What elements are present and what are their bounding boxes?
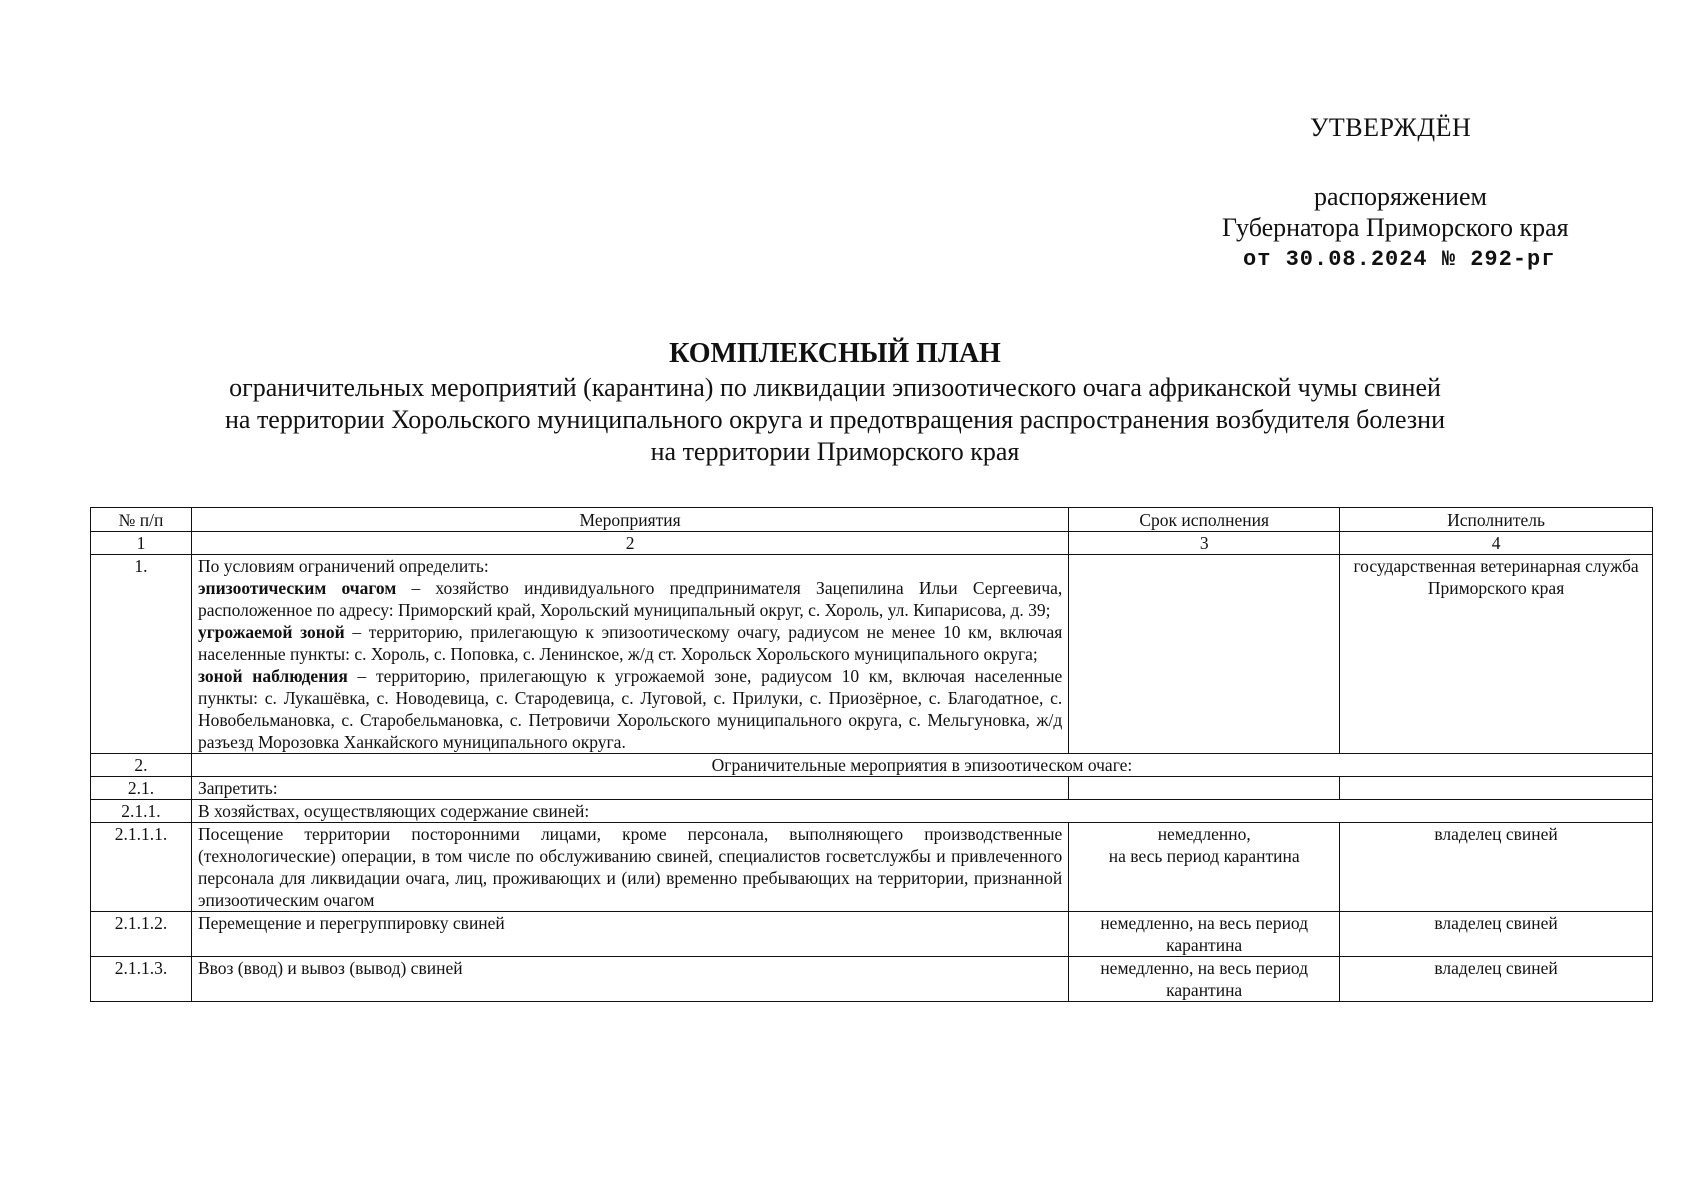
- row-number: 2.1.: [91, 777, 192, 800]
- measure-term-threatened-zone: угрожаемой зоной – территорию, прилегающую к эпизоотическому очагу, радиусом не менее 10 км, включая населенные пункты: с. Хороль, с. Поповка, с. Ленинское, ж/д ст. Хорольск Хорольского муниципального округа;: [197, 622, 1063, 664]
- column-number-2: 2: [191, 532, 1068, 555]
- column-number-1: 1: [91, 532, 192, 555]
- header-executor: Исполнитель: [1340, 508, 1653, 532]
- measure-intro: По условиям ограничений определить:: [197, 556, 489, 576]
- row-measure: Запретить:: [191, 777, 1068, 800]
- approval-line-governor: Губернатора Приморского края: [1222, 213, 1569, 242]
- document-subtitle-line-1: ограничительных мероприятий (карантина) по ликвидации эпизоотического очага африканской чумы свиней: [229, 373, 1441, 402]
- table-row: [91, 912, 1653, 957]
- row-measure: [191, 555, 1068, 754]
- header-deadline: Срок исполнения: [1069, 508, 1340, 532]
- approval-title: УТВЕРЖДЁН: [1310, 113, 1472, 142]
- table-header-row: [91, 508, 1653, 532]
- row-measure: В хозяйствах, осуществляющих содержание свиней:: [191, 800, 1652, 823]
- section-title: Ограничительные мероприятия в эпизоотическом очаге:: [191, 754, 1652, 777]
- approval-line-order: распоряжением: [1314, 182, 1487, 211]
- document-subtitle-line-3: на территории Приморского края: [650, 437, 1020, 466]
- row-executor: владелец свиней: [1340, 957, 1653, 1002]
- measure-term-outbreak: эпизоотическим очагом – хозяйство индивидуального предпринимателя Зацепилина Ильи Сергеевича, расположенное по адресу: Приморский край, Хорольский муниципальный округ, с. Хороль, ул. Кипарисова, д. 39;: [197, 578, 1063, 620]
- row-measure: Перемещение и перегруппировку свиней: [191, 912, 1068, 957]
- row-number: 1.: [91, 555, 192, 754]
- row-deadline: [1069, 777, 1340, 800]
- row-number: 2.1.1.3.: [91, 957, 192, 1002]
- document-subtitle-line-2: на территории Хорольского муниципального округа и предотвращения распространения возбудителя болезни: [224, 405, 1445, 434]
- column-number-4: 4: [1340, 532, 1653, 555]
- row-number: 2.1.1.1.: [91, 823, 192, 912]
- row-measure: Посещение территории посторонними лицами, кроме персонала, выполняющего производственные (технологические) операции, в том числе по обслуживанию свиней, специалистов госветслужбы и привлеченного персонала для ликвидации очага, лиц, проживающих и (или) временно пребывающих на территории, признанной эпизоотическим очагом: [191, 823, 1068, 912]
- table-row: [91, 777, 1653, 800]
- table-row: [91, 555, 1653, 754]
- row-deadline: немедленно, на весь период карантина: [1069, 823, 1340, 912]
- header-measures: Мероприятия: [191, 508, 1068, 532]
- row-executor: государственная ветеринарная служба Приморского края: [1340, 555, 1653, 754]
- row-deadline: немедленно, на весь период карантина: [1069, 912, 1340, 957]
- row-executor: [1340, 777, 1653, 800]
- approval-line-date-number: от 30.08.2024 № 292-рг: [1243, 247, 1556, 272]
- column-number-3: 3: [1069, 532, 1340, 555]
- row-deadline: [1069, 555, 1340, 754]
- document-heading: [90, 338, 1580, 468]
- measure-term-observation-zone: зоной наблюдения – территорию, прилегающую к угрожаемой зоне, радиусом 10 км, включая населенные пункты: с. Лукашёвка, с. Новодевица, с. Стародевица, с. Луговой, с. Прилуки, с. Приозёрное, с. Благодатное, с. Новобельмановка, с. Старобельмановка, с. Петровичи Хорольского муниципального округа, с. Мельгуновка, ж/д разъезд Морозовка Ханкайского муниципального округа.: [197, 666, 1063, 752]
- table-row: [91, 957, 1653, 1002]
- table-section-row: [91, 754, 1653, 777]
- table-row: [91, 823, 1653, 912]
- row-deadline: немедленно, на весь период карантина: [1069, 957, 1340, 1002]
- document-title: КОМПЛЕКСНЫЙ ПЛАН: [669, 338, 1001, 369]
- row-measure: Ввоз (ввод) и вывоз (вывод) свиней: [191, 957, 1068, 1002]
- plan-table: [90, 507, 1653, 1002]
- row-number: 2.1.1.2.: [91, 912, 192, 957]
- row-executor: владелец свиней: [1340, 823, 1653, 912]
- table-column-numbers-row: [91, 532, 1653, 555]
- header-number: № п/п: [91, 508, 192, 532]
- section-number: 2.: [91, 754, 192, 777]
- row-number: 2.1.1.: [91, 800, 192, 823]
- table-row: [91, 800, 1653, 823]
- row-executor: владелец свиней: [1340, 912, 1653, 957]
